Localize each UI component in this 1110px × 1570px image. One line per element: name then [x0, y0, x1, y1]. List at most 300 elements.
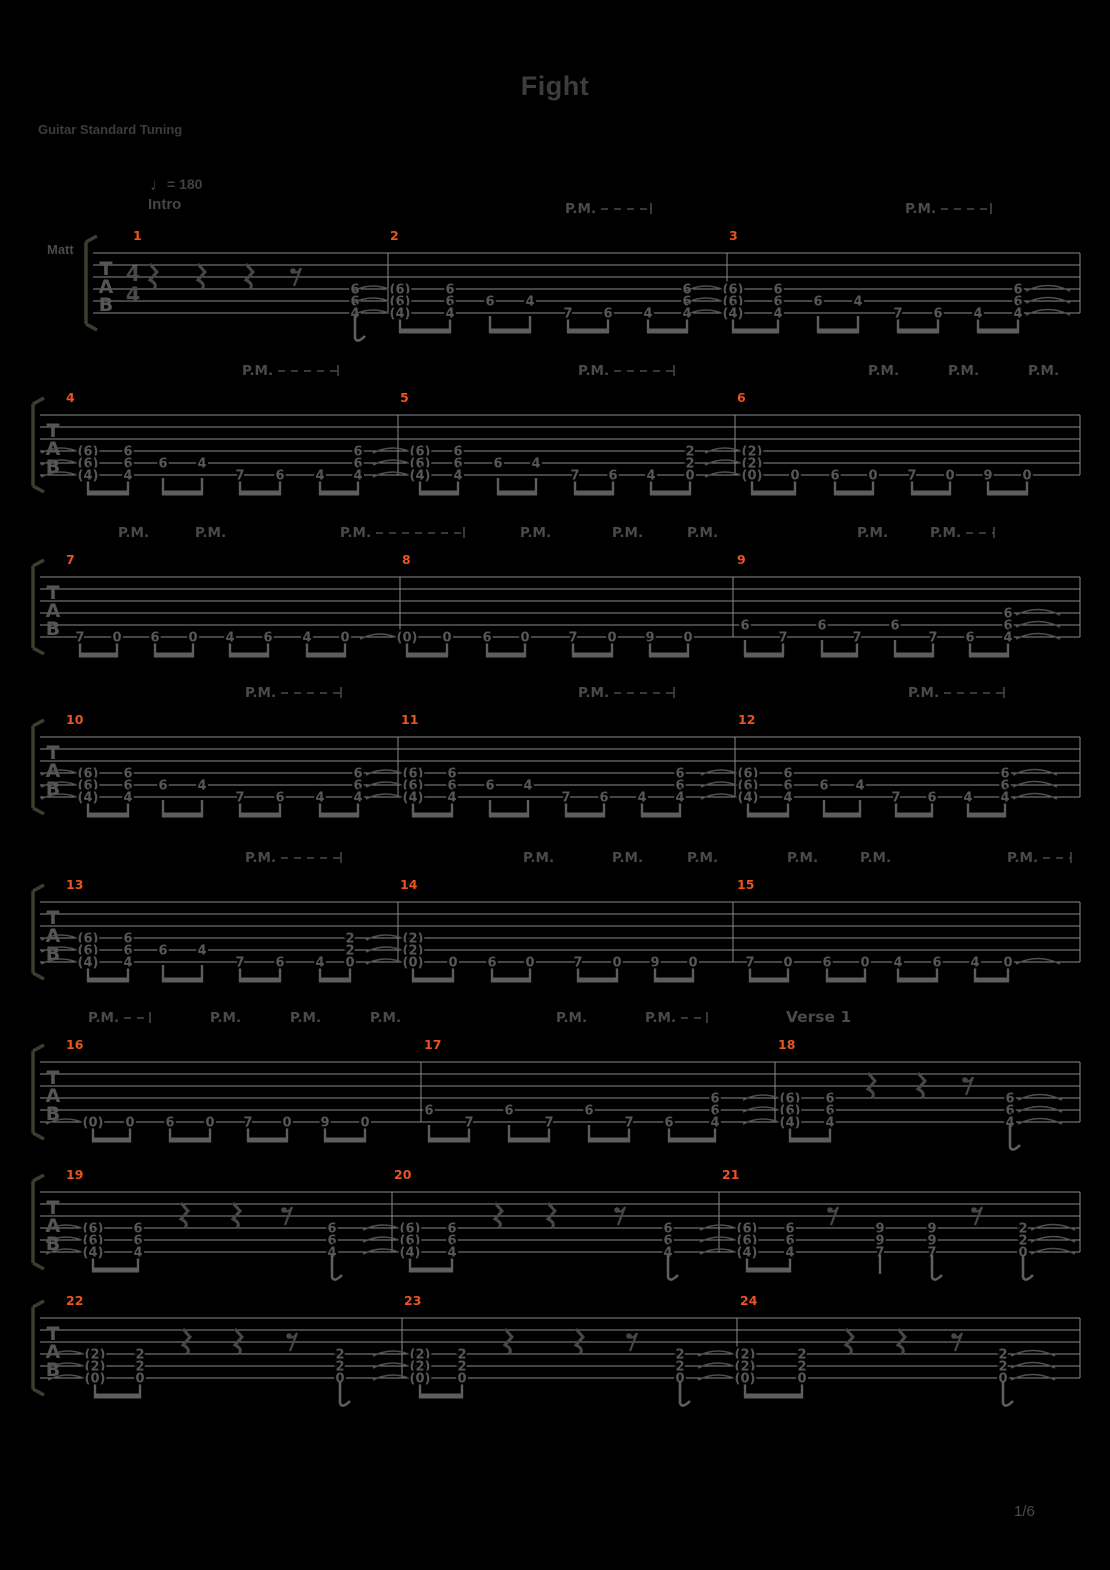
fret-number: 2: [135, 1347, 145, 1363]
measure-number: 13: [66, 877, 84, 892]
system-bracket: [33, 720, 44, 814]
fret-number: 6: [773, 294, 783, 310]
palm-mute-label: P.M.: [370, 1010, 402, 1026]
fret-number: 6: [165, 1115, 175, 1131]
fret-number: 4: [710, 1115, 720, 1131]
fret-number: 4: [531, 456, 541, 472]
tie-arc: [1031, 1237, 1075, 1243]
fret-number: 6: [1005, 1091, 1015, 1107]
fret-number: 0: [797, 1371, 807, 1387]
fret-number: 6: [933, 306, 943, 322]
measure-number: 14: [400, 877, 418, 892]
fret-number: 6: [353, 766, 363, 782]
fret-number: (0): [84, 1371, 106, 1387]
fret-number: 4: [637, 790, 647, 806]
fret-number: 7: [561, 790, 571, 806]
fret-number: 0: [612, 955, 622, 971]
system-bracket: [86, 236, 97, 330]
fret-number: 4: [773, 306, 783, 322]
fret-number: (6): [736, 1221, 758, 1237]
fret-number: 6: [482, 630, 492, 646]
palm-mute-label: P.M.: [948, 363, 980, 379]
palm-mute-label: P.M.: [565, 201, 597, 217]
tie-arc: [1026, 286, 1070, 292]
palm-mute-label: P.M.: [340, 525, 372, 541]
fret-number: 6: [783, 766, 793, 782]
tab-system: [33, 685, 1080, 817]
fret-number: (6): [77, 444, 99, 460]
fret-number: (6): [77, 778, 99, 794]
system-bracket: [33, 1175, 44, 1269]
fret-number: 6: [353, 456, 363, 472]
fret-number: 6: [664, 1115, 674, 1131]
fret-number: 2: [457, 1359, 467, 1375]
tie-arc: [1011, 1375, 1055, 1381]
fret-number: 7: [927, 1245, 937, 1261]
fret-number: 6: [424, 1103, 434, 1119]
measure-number: 16: [66, 1037, 84, 1052]
fret-number: (4): [779, 1115, 801, 1131]
fret-number: 6: [608, 468, 618, 484]
fret-number: (2): [741, 456, 763, 472]
fret-number: 6: [133, 1221, 143, 1237]
fret-number: 6: [485, 778, 495, 794]
fret-number: 6: [813, 294, 823, 310]
fret-number: 4: [123, 955, 133, 971]
fret-number: 6: [890, 618, 900, 634]
fret-number: 0: [205, 1115, 215, 1131]
fret-number: 4: [197, 778, 207, 794]
fret-number: (6): [409, 444, 431, 460]
fret-number: (0): [82, 1115, 104, 1131]
fret-number: (6): [77, 456, 99, 472]
measure-number: 17: [424, 1037, 442, 1052]
fret-number: (6): [737, 778, 759, 794]
fret-number: 0: [442, 630, 452, 646]
fret-number: 6: [1013, 282, 1023, 298]
time-signature: 4: [125, 283, 141, 307]
fret-number: 4: [315, 955, 325, 971]
tie-arc: [1011, 1363, 1055, 1369]
fret-number: 7: [563, 306, 573, 322]
fret-number: 6: [785, 1221, 795, 1237]
measure-number: 4: [66, 390, 75, 405]
fret-number: (6): [402, 778, 424, 794]
tab-clef-letter: T: [46, 1323, 60, 1345]
fret-number: 6: [133, 1233, 143, 1249]
fret-number: 6: [785, 1233, 795, 1249]
fret-number: (2): [741, 444, 763, 460]
measure-number: 3: [729, 228, 738, 243]
tab-system: [33, 1167, 1080, 1280]
measure-number: 9: [737, 552, 746, 567]
fret-number: 6: [327, 1233, 337, 1249]
measure-number: 7: [66, 552, 75, 567]
palm-mute-label: P.M.: [908, 685, 940, 701]
tab-system: [86, 201, 1080, 341]
fret-number: (4): [77, 955, 99, 971]
palm-mute-label: P.M.: [578, 363, 610, 379]
fret-number: 2: [998, 1347, 1008, 1363]
measure-number: 5: [400, 390, 409, 405]
fret-number: 9: [320, 1115, 330, 1131]
tab-system: [33, 1293, 1080, 1406]
tab-system: [33, 850, 1080, 982]
fret-number: 6: [350, 294, 360, 310]
fret-number: 7: [745, 955, 755, 971]
tab-clef-letter: B: [45, 1103, 61, 1125]
fret-number: 6: [830, 468, 840, 484]
palm-mute-label: P.M.: [857, 525, 889, 541]
fret-number: 0: [125, 1115, 135, 1131]
fret-number: 6: [675, 778, 685, 794]
fret-number: (2): [734, 1359, 756, 1375]
tie-arc: [1031, 1225, 1075, 1231]
fret-number: 7: [243, 1115, 253, 1131]
system-bracket: [33, 1301, 44, 1395]
fret-number: 4: [453, 468, 463, 484]
fret-number: (6): [399, 1233, 421, 1249]
fret-number: 9: [927, 1221, 937, 1237]
fret-number: (6): [77, 943, 99, 959]
fret-number: 2: [345, 931, 355, 947]
fret-number: 0: [675, 1371, 685, 1387]
fret-number: 0: [520, 630, 530, 646]
fret-number: 6: [1003, 618, 1013, 634]
tab-clef-letter: T: [46, 420, 60, 442]
fret-number: 4: [1003, 630, 1013, 646]
measure-number: 21: [722, 1167, 740, 1182]
system-bracket: [33, 885, 44, 979]
fret-number: 2: [1018, 1221, 1028, 1237]
fret-number: 4: [447, 790, 457, 806]
fret-number: 2: [335, 1347, 345, 1363]
palm-mute-label: P.M.: [1007, 850, 1039, 866]
tie-arc: [1011, 1351, 1055, 1357]
fret-number: (4): [737, 790, 759, 806]
fret-number: (6): [722, 294, 744, 310]
tab-clef-letter: A: [45, 1215, 61, 1237]
palm-mute-label: P.M.: [1028, 363, 1060, 379]
fret-number: 6: [710, 1103, 720, 1119]
fret-number: 6: [158, 943, 168, 959]
tie-arc: [1026, 298, 1070, 304]
palm-mute-label: P.M.: [612, 850, 644, 866]
fret-number: (4): [399, 1245, 421, 1261]
fret-number: 6: [150, 630, 160, 646]
tab-clef-letter: B: [45, 943, 61, 965]
fret-number: 7: [568, 630, 578, 646]
palm-mute-label: P.M.: [612, 525, 644, 541]
fret-number: 4: [963, 790, 973, 806]
fret-number: 0: [282, 1115, 292, 1131]
measure-number: 11: [401, 712, 419, 727]
measure-number: 10: [66, 712, 84, 727]
fret-number: 6: [447, 1221, 457, 1237]
fret-number: 7: [778, 630, 788, 646]
fret-number: 7: [235, 468, 245, 484]
fret-number: (0): [741, 468, 763, 484]
fret-number: 2: [335, 1359, 345, 1375]
fret-number: 4: [327, 1245, 337, 1261]
fret-number: 4: [123, 468, 133, 484]
palm-mute-label: P.M.: [787, 850, 819, 866]
fret-number: 6: [817, 618, 827, 634]
fret-number: 6: [327, 1221, 337, 1237]
fret-number: 7: [235, 955, 245, 971]
fret-number: 4: [643, 306, 653, 322]
fret-number: 6: [453, 456, 463, 472]
fret-number: 0: [998, 1371, 1008, 1387]
fret-number: 4: [783, 790, 793, 806]
measure-number: 23: [404, 1293, 422, 1308]
fret-number: 0: [688, 955, 698, 971]
fret-number: 4: [663, 1245, 673, 1261]
fret-number: 4: [1005, 1115, 1015, 1131]
fret-number: 9: [875, 1233, 885, 1249]
tie-arc: [1013, 782, 1057, 788]
tie-arc: [1016, 959, 1060, 965]
fret-number: (2): [84, 1359, 106, 1375]
tab-system: [33, 1008, 1080, 1150]
fret-number: (2): [84, 1347, 106, 1363]
tab-clef-letter: A: [45, 600, 61, 622]
fret-number: 0: [457, 1371, 467, 1387]
fret-number: 4: [970, 955, 980, 971]
tie-arc: [1026, 310, 1070, 316]
palm-mute-label: P.M.: [868, 363, 900, 379]
fret-number: 6: [123, 766, 133, 782]
palm-mute-label: P.M.: [88, 1010, 120, 1026]
fret-number: 6: [275, 468, 285, 484]
fret-number: 6: [493, 456, 503, 472]
fret-number: (4): [77, 790, 99, 806]
fret-number: 4: [855, 778, 865, 794]
fret-number: 0: [1022, 468, 1032, 484]
fret-number: 4: [197, 456, 207, 472]
fret-number: 0: [335, 1371, 345, 1387]
fret-number: 4: [646, 468, 656, 484]
fret-number: 7: [235, 790, 245, 806]
fret-number: 7: [928, 630, 938, 646]
fret-number: (4): [77, 468, 99, 484]
page-number: 1/6: [1014, 1503, 1035, 1520]
fret-number: 2: [1018, 1233, 1028, 1249]
fret-number: 6: [682, 282, 692, 298]
palm-mute-label: P.M.: [520, 525, 552, 541]
measure-number: 1: [133, 228, 142, 243]
fret-number: (2): [409, 1347, 431, 1363]
fret-number: 0: [868, 468, 878, 484]
measure-number: 8: [402, 552, 411, 567]
fret-number: 6: [1000, 766, 1010, 782]
section-label-intro: Intro: [148, 196, 182, 213]
fret-number: 4: [973, 306, 983, 322]
tab-clef-letter: A: [45, 925, 61, 947]
fret-number: 2: [685, 444, 695, 460]
fret-number: 4: [893, 955, 903, 971]
fret-number: 6: [1003, 606, 1013, 622]
quarter-note-icon: ♩: [150, 175, 167, 194]
fret-number: 9: [650, 955, 660, 971]
fret-number: (0): [409, 1371, 431, 1387]
fret-number: 6: [584, 1103, 594, 1119]
tab-clef-letter: T: [46, 742, 60, 764]
fret-number: (2): [734, 1347, 756, 1363]
fret-number: 6: [663, 1233, 673, 1249]
fret-number: 7: [573, 955, 583, 971]
measure-number: 6: [737, 390, 746, 405]
tie-arc: [1018, 1119, 1062, 1125]
fret-number: 0: [525, 955, 535, 971]
palm-mute-label: P.M.: [905, 201, 937, 217]
fret-number: 6: [663, 1221, 673, 1237]
fret-number: 2: [135, 1359, 145, 1375]
fret-number: 6: [263, 630, 273, 646]
fret-number: 9: [983, 468, 993, 484]
fret-number: (2): [402, 943, 424, 959]
fret-number: 2: [797, 1347, 807, 1363]
fret-number: (6): [77, 931, 99, 947]
fret-number: 6: [350, 282, 360, 298]
fret-number: 7: [891, 790, 901, 806]
tab-clef-letter: B: [98, 294, 114, 316]
fret-number: 6: [123, 456, 133, 472]
fret-number: 2: [457, 1347, 467, 1363]
song-title: Fight: [520, 71, 590, 101]
fret-number: 4: [350, 306, 360, 322]
fret-number: 4: [123, 790, 133, 806]
fret-number: 0: [783, 955, 793, 971]
tab-clef-letter: B: [45, 618, 61, 640]
fret-number: (6): [737, 766, 759, 782]
fret-number: (4): [82, 1245, 104, 1261]
fret-number: 7: [570, 468, 580, 484]
tab-clef-letter: A: [45, 760, 61, 782]
fret-number: (0): [734, 1371, 756, 1387]
fret-number: (4): [736, 1245, 758, 1261]
fret-number: 4: [1013, 306, 1023, 322]
fret-number: 6: [1005, 1103, 1015, 1119]
fret-number: 6: [710, 1091, 720, 1107]
fret-number: 7: [544, 1115, 554, 1131]
fret-number: 0: [860, 955, 870, 971]
fret-number: 6: [822, 955, 832, 971]
measure-number: 22: [66, 1293, 84, 1308]
tab-clef-letter: T: [46, 1067, 60, 1089]
palm-mute-label: P.M.: [242, 363, 274, 379]
fret-number: 4: [1000, 790, 1010, 806]
fret-number: 6: [447, 766, 457, 782]
fret-number: 0: [340, 630, 350, 646]
fret-number: 6: [773, 282, 783, 298]
palm-mute-label: P.M.: [118, 525, 150, 541]
palm-mute-label: P.M.: [210, 1010, 242, 1026]
fret-number: 6: [927, 790, 937, 806]
tab-clef-letter: B: [45, 778, 61, 800]
measure-number: 20: [394, 1167, 412, 1182]
fret-number: 6: [1000, 778, 1010, 794]
track-label: Matt: [47, 242, 74, 257]
fret-number: 0: [685, 468, 695, 484]
fret-number: 6: [603, 306, 613, 322]
tab-clef-letter: A: [45, 438, 61, 460]
fret-number: 0: [790, 468, 800, 484]
fret-number: (6): [389, 282, 411, 298]
measure-number: 12: [738, 712, 756, 727]
palm-mute-label: P.M.: [687, 525, 719, 541]
fret-number: 6: [353, 778, 363, 794]
tab-clef-letter: T: [99, 258, 113, 280]
tab-system: [33, 525, 1080, 657]
fret-number: 6: [1013, 294, 1023, 310]
tie-arc: [1013, 770, 1057, 776]
tab-clef-letter: A: [45, 1085, 61, 1107]
palm-mute-label: P.M.: [556, 1010, 588, 1026]
fret-number: 0: [448, 955, 458, 971]
fret-number: (6): [409, 456, 431, 472]
fret-number: 6: [599, 790, 609, 806]
tie-arc: [1016, 634, 1060, 640]
measure-number: 24: [740, 1293, 758, 1308]
palm-mute-label: P.M.: [195, 525, 227, 541]
tempo-value: = 180: [167, 176, 203, 192]
tab-clef-letter: A: [45, 1341, 61, 1363]
fret-number: (6): [402, 766, 424, 782]
fret-number: 6: [447, 778, 457, 794]
fret-number: 4: [525, 294, 535, 310]
fret-number: (2): [409, 1359, 431, 1375]
tie-arc: [1031, 1249, 1075, 1255]
fret-number: (6): [399, 1221, 421, 1237]
fret-number: (6): [82, 1233, 104, 1249]
fret-number: (6): [82, 1221, 104, 1237]
fret-number: 4: [225, 630, 235, 646]
measure-number: 2: [390, 228, 399, 243]
fret-number: 6: [275, 955, 285, 971]
fret-number: 6: [783, 778, 793, 794]
fret-number: 2: [685, 456, 695, 472]
palm-mute-label: P.M.: [245, 685, 277, 701]
fret-number: 4: [825, 1115, 835, 1131]
fret-number: 6: [275, 790, 285, 806]
fret-number: 7: [907, 468, 917, 484]
measure-number: 18: [778, 1037, 796, 1052]
fret-number: 0: [188, 630, 198, 646]
fret-number: 7: [75, 630, 85, 646]
fret-number: 0: [945, 468, 955, 484]
fret-number: 6: [965, 630, 975, 646]
system-bracket: [33, 560, 44, 654]
tab-clef-letter: B: [45, 1359, 61, 1381]
tuning-label: Guitar Standard Tuning: [38, 122, 183, 137]
fret-number: 6: [158, 456, 168, 472]
fret-number: 6: [353, 444, 363, 460]
fret-number: 6: [123, 943, 133, 959]
fret-number: 2: [675, 1359, 685, 1375]
fret-number: 2: [998, 1359, 1008, 1375]
fret-number: 6: [932, 955, 942, 971]
fret-number: 6: [740, 618, 750, 634]
fret-number: 6: [825, 1103, 835, 1119]
fret-number: 4: [315, 468, 325, 484]
palm-mute-label: P.M.: [290, 1010, 322, 1026]
fret-number: 4: [853, 294, 863, 310]
tie-arc: [1013, 794, 1057, 800]
palm-mute-label: P.M.: [930, 525, 962, 541]
fret-number: 0: [1003, 955, 1013, 971]
fret-number: 6: [123, 444, 133, 460]
